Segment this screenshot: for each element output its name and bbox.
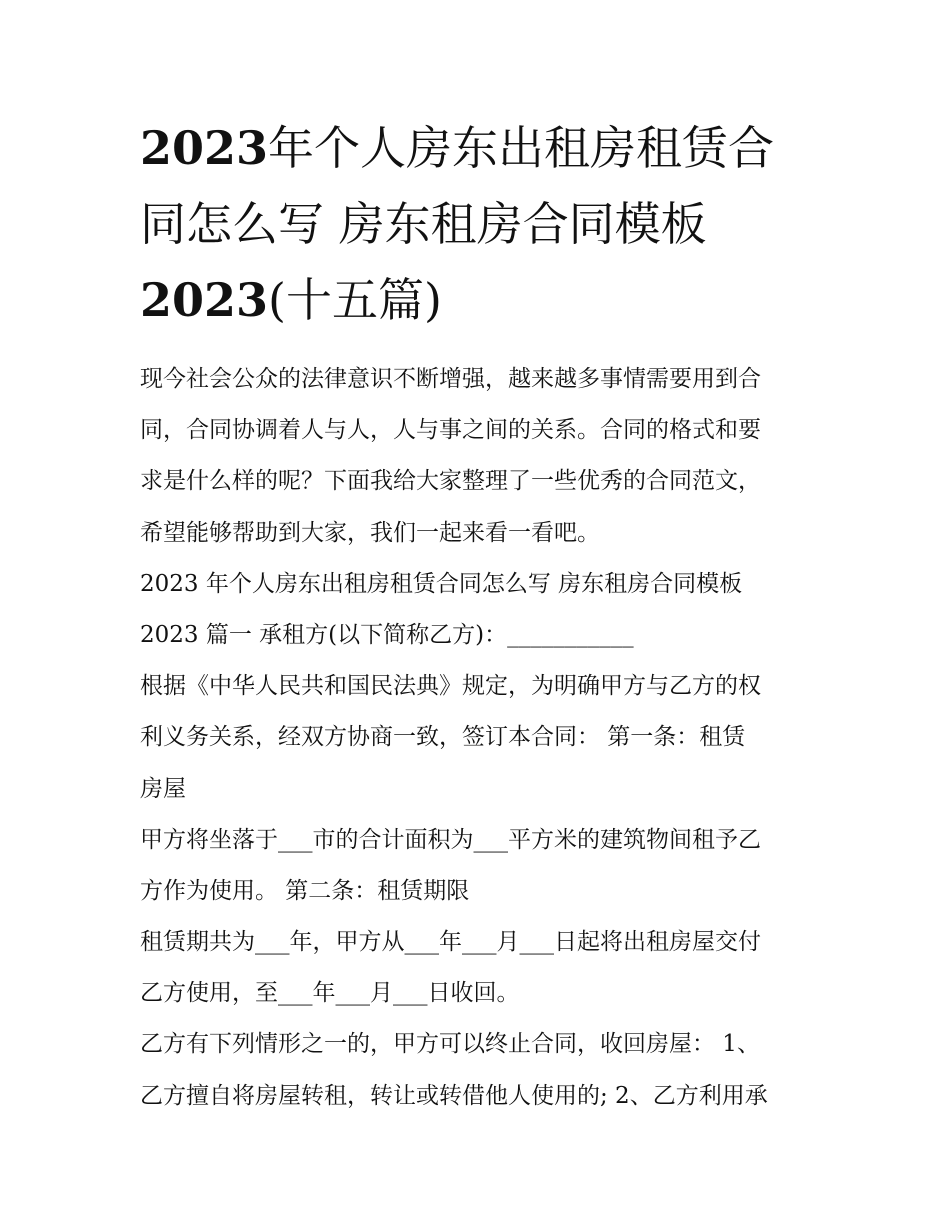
title-line-2 <box>140 186 820 262</box>
body-line: 租赁期共为___年，甲方从___年___月___日起将出租房屋交付 <box>140 929 761 956</box>
body-line: 同，合同协调着人与人，人与事之间的关系。合同的格式和要 <box>140 417 761 444</box>
body-line: 乙方有下列情形之一的，甲方可以终止合同，收回房屋： 1、 <box>140 1031 760 1058</box>
document-title <box>140 110 820 338</box>
body-line: 乙方擅自将房屋转租，转让或转借他人使用的; 2、乙方利用承 <box>140 1082 768 1109</box>
body-line: 2023 年个人房东出租房租赁合同怎么写 房东租房合同模板 <box>140 570 743 597</box>
body-line: 希望能够帮助到大家，我们一起来看一看吧。 <box>140 519 600 546</box>
body-line: 求是什么样的呢？下面我给大家整理了一些优秀的合同范文， <box>140 468 761 495</box>
title-line-1-year: 2023 <box>140 121 269 175</box>
body-line: 现今社会公众的法律意识不断增强，越来越多事情需要用到合 <box>140 366 761 392</box>
body-line: 利义务关系，经双方协商一致，签订本合同： 第一条：租赁 <box>140 724 746 751</box>
title-line-3-year: 2023 <box>140 273 269 327</box>
title-line-2-text: 同怎么写 房东租房合同模板 <box>140 197 707 251</box>
title-line-3-text: (十五篇) <box>268 273 442 327</box>
document-body <box>140 354 820 1122</box>
body-line: 乙方使用，至___年___月___日收回。 <box>140 980 520 1007</box>
body-line: 2023 篇一 承租方(以下简称乙方)：___________ <box>140 621 634 648</box>
title-line-3 <box>140 262 820 338</box>
title-line-1-text: 年个人房东出租房租赁合 <box>268 121 775 175</box>
body-line: 房屋 <box>140 775 186 802</box>
body-line: 甲方将坐落于___市的合计面积为___平方米的建筑物间租予乙 <box>140 826 761 853</box>
title-line-1 <box>140 110 820 186</box>
body-line: 根据《中华人民共和国民法典》规定，为明确甲方与乙方的权 <box>140 673 761 700</box>
body-line: 方作为使用。 第二条：租赁期限 <box>140 877 470 904</box>
